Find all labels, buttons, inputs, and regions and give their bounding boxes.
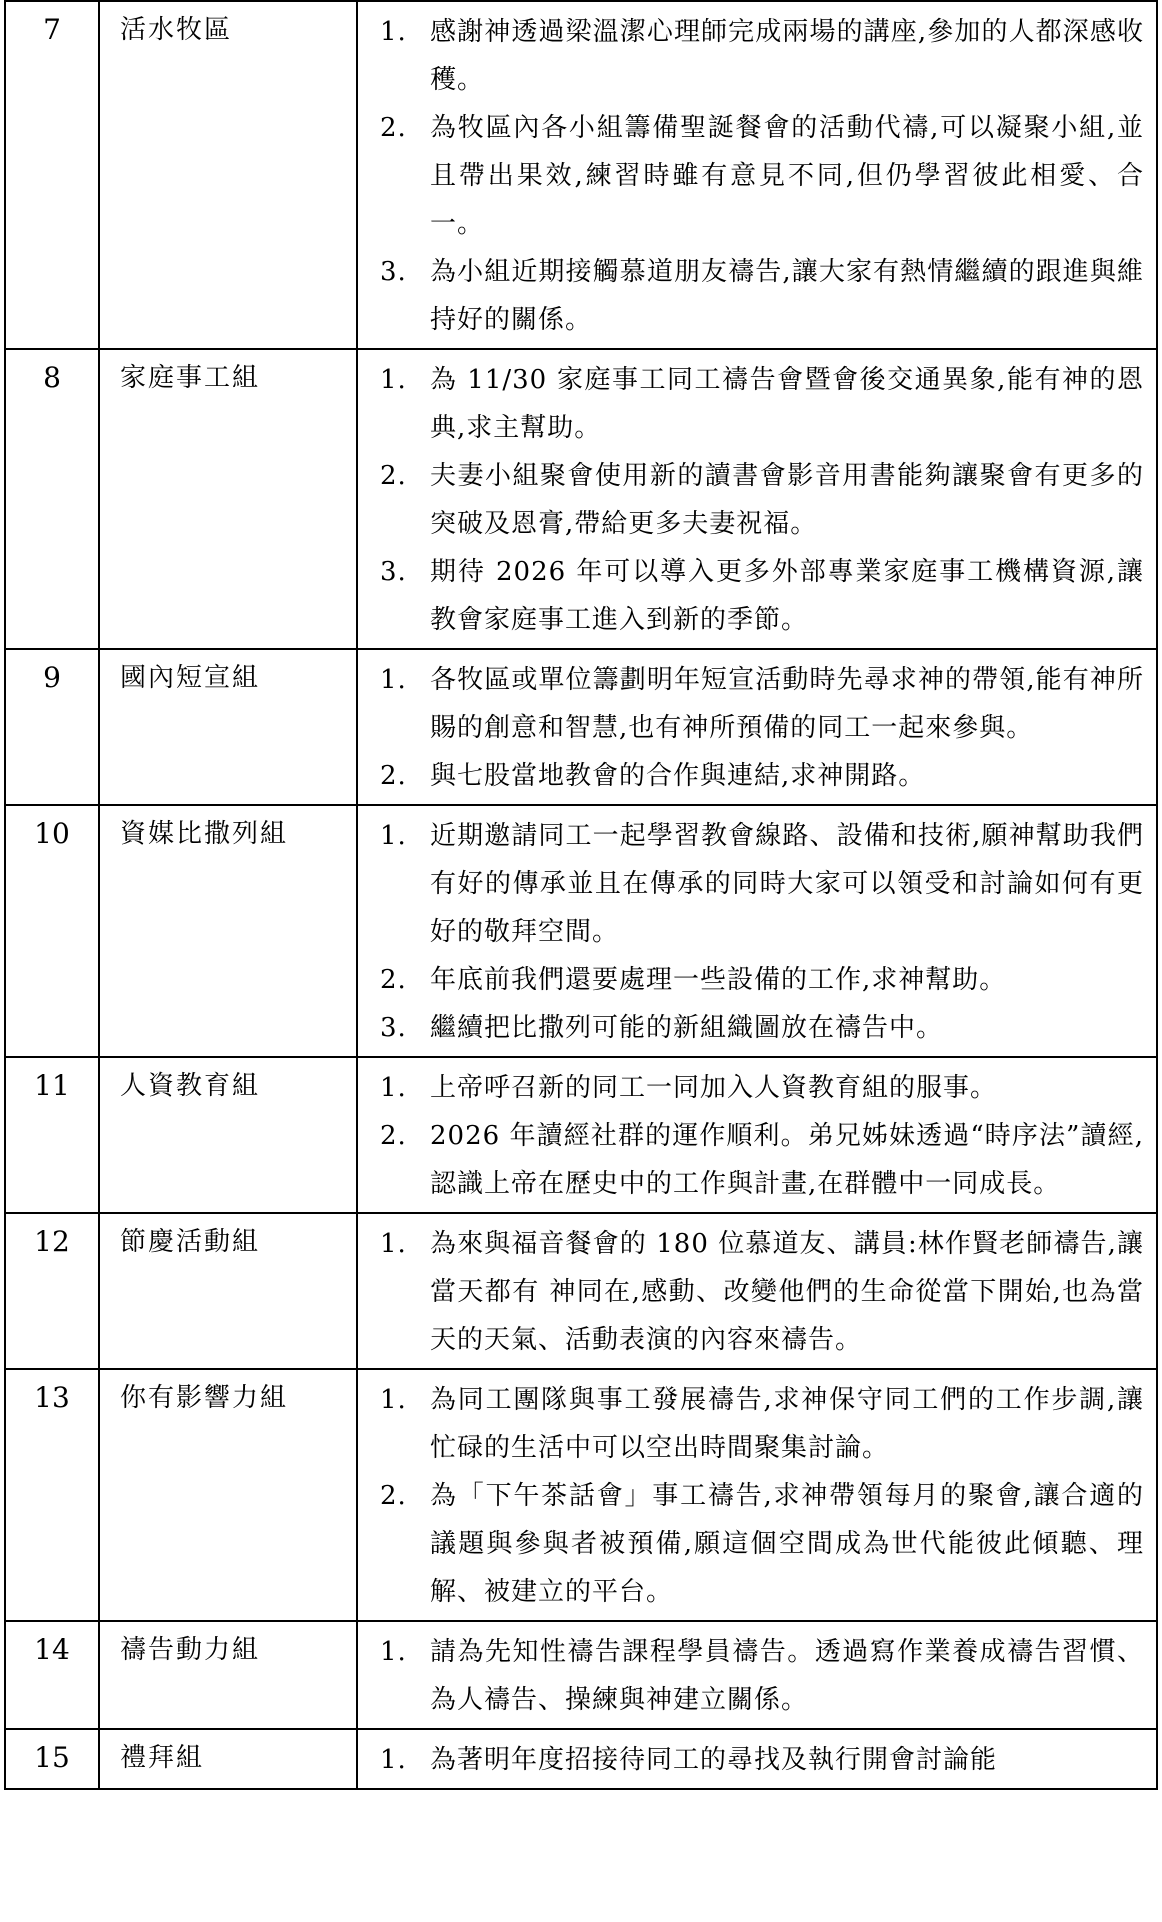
prayer-item-list bbox=[380, 8, 1144, 344]
prayer-item-text: 近期邀請同工一起學習教會線路、設備和技術,願神幫助我們有好的傳承並且在傳承的同時大家可以領受和討論如何有更好的敬拜空間。 bbox=[430, 821, 1144, 947]
item-marker: 2. bbox=[380, 113, 407, 143]
prayer-table bbox=[4, 0, 1158, 1790]
table-row bbox=[5, 805, 1157, 1057]
table-row bbox=[5, 349, 1157, 649]
prayer-items-cell bbox=[357, 649, 1157, 805]
row-number: 12 bbox=[5, 1213, 99, 1369]
unit-name: 資媒比撒列組 bbox=[99, 805, 357, 1057]
table-row bbox=[5, 1, 1157, 349]
row-number: 8 bbox=[5, 349, 99, 649]
prayer-item bbox=[380, 1376, 1144, 1472]
prayer-items-cell bbox=[357, 1369, 1157, 1621]
table-row bbox=[5, 1057, 1157, 1213]
item-marker: 1. bbox=[380, 1385, 407, 1415]
item-marker: 2. bbox=[380, 461, 407, 491]
item-marker: 3. bbox=[380, 257, 407, 287]
prayer-item-text: 期待 2026 年可以導入更多外部專業家庭事工機構資源,讓教會家庭事工進入到新的季節。 bbox=[430, 557, 1144, 635]
prayer-item-list bbox=[380, 656, 1144, 800]
prayer-item bbox=[380, 248, 1144, 344]
row-number: 15 bbox=[5, 1729, 99, 1789]
prayer-item-text: 請為先知性禱告課程學員禱告。透過寫作業養成禱告習慣、為人禱告、操練與神建立關係。 bbox=[430, 1637, 1144, 1715]
prayer-items-cell bbox=[357, 1213, 1157, 1369]
row-number: 13 bbox=[5, 1369, 99, 1621]
prayer-item bbox=[380, 356, 1144, 452]
prayer-item-text: 為小組近期接觸慕道朋友禱告,讓大家有熱情繼續的跟進與維持好的關係。 bbox=[430, 257, 1144, 335]
prayer-item bbox=[380, 956, 1144, 1004]
prayer-item bbox=[380, 1064, 1144, 1112]
prayer-item-list bbox=[380, 1736, 1144, 1784]
unit-name: 禱告動力組 bbox=[99, 1621, 357, 1729]
table-row bbox=[5, 1621, 1157, 1729]
prayer-item-list bbox=[380, 812, 1144, 1052]
table-row bbox=[5, 1729, 1157, 1789]
prayer-item-text: 為「下午茶話會」事工禱告,求神帶領每月的聚會,讓合適的議題與參與者被預備,願這個空間成為世代能彼此傾聽、理解、被建立的平台。 bbox=[430, 1481, 1144, 1607]
unit-name: 國內短宣組 bbox=[99, 649, 357, 805]
prayer-item-text: 上帝呼召新的同工一同加入人資教育組的服事。 bbox=[430, 1073, 998, 1103]
prayer-item bbox=[380, 1736, 1144, 1784]
unit-name: 禮拜組 bbox=[99, 1729, 357, 1789]
prayer-item bbox=[380, 752, 1144, 800]
prayer-item-text: 繼續把比撒列可能的新組織圖放在禱告中。 bbox=[430, 1013, 944, 1043]
prayer-items-cell bbox=[357, 349, 1157, 649]
item-marker: 3. bbox=[380, 1013, 407, 1043]
prayer-item-text: 感謝神透過梁溫潔心理師完成兩場的講座,參加的人都深感收穫。 bbox=[430, 17, 1144, 95]
prayer-item-text: 夫妻小組聚會使用新的讀書會影音用書能夠讓聚會有更多的突破及恩膏,帶給更多夫妻祝福。 bbox=[430, 461, 1144, 539]
unit-name: 你有影響力組 bbox=[99, 1369, 357, 1621]
prayer-items-cell bbox=[357, 1, 1157, 349]
prayer-items-cell bbox=[357, 1621, 1157, 1729]
item-marker: 1. bbox=[380, 821, 407, 851]
prayer-item bbox=[380, 1004, 1144, 1052]
prayer-items-cell bbox=[357, 805, 1157, 1057]
prayer-item bbox=[380, 8, 1144, 104]
prayer-item bbox=[380, 1220, 1144, 1364]
table-row bbox=[5, 1369, 1157, 1621]
prayer-item-text: 為來與福音餐會的 180 位慕道友、講員:林作賢老師禱告,讓當天都有 神同在,感動、改變他們的生命從當下開始,也為當天的天氣、活動表演的內容來禱告。 bbox=[430, 1229, 1144, 1355]
item-marker: 3. bbox=[380, 557, 407, 587]
prayer-item-list bbox=[380, 356, 1144, 644]
prayer-item bbox=[380, 548, 1144, 644]
prayer-item bbox=[380, 1472, 1144, 1616]
prayer-item-list bbox=[380, 1628, 1144, 1724]
item-marker: 2. bbox=[380, 761, 407, 791]
table-row bbox=[5, 1213, 1157, 1369]
prayer-item bbox=[380, 812, 1144, 956]
prayer-item bbox=[380, 452, 1144, 548]
prayer-item-text: 為著明年度招接待同工的尋找及執行開會討論能 bbox=[430, 1745, 998, 1775]
prayer-item-text: 與七股當地教會的合作與連結,求神開路。 bbox=[430, 761, 926, 791]
prayer-items-cell bbox=[357, 1057, 1157, 1213]
prayer-item-text: 年底前我們還要處理一些設備的工作,求神幫助。 bbox=[430, 965, 1007, 995]
item-marker: 1. bbox=[380, 1637, 407, 1667]
row-number: 14 bbox=[5, 1621, 99, 1729]
prayer-item bbox=[380, 656, 1144, 752]
prayer-item-text: 為牧區內各小組籌備聖誕餐會的活動代禱,可以凝聚小組,並且帶出果效,練習時雖有意見不同,但仍學習彼此相愛、合一。 bbox=[430, 113, 1144, 239]
prayer-item bbox=[380, 104, 1144, 248]
item-marker: 1. bbox=[380, 1229, 407, 1259]
unit-name: 活水牧區 bbox=[99, 1, 357, 349]
item-marker: 1. bbox=[380, 17, 407, 47]
row-number: 11 bbox=[5, 1057, 99, 1213]
item-marker: 1. bbox=[380, 665, 407, 695]
row-number: 10 bbox=[5, 805, 99, 1057]
prayer-item-text: 各牧區或單位籌劃明年短宣活動時先尋求神的帶領,能有神所賜的創意和智慧,也有神所預備的同工一起來參與。 bbox=[430, 665, 1144, 743]
item-marker: 1. bbox=[380, 1073, 407, 1103]
unit-name: 人資教育組 bbox=[99, 1057, 357, 1213]
prayer-item bbox=[380, 1628, 1144, 1724]
item-marker: 2. bbox=[380, 1121, 407, 1151]
prayer-item-text: 2026 年讀經社群的運作順利。弟兄姊妹透過“時序法”讀經,認識上帝在歷史中的工作與計畫,在群體中一同成長。 bbox=[430, 1121, 1144, 1199]
item-marker: 2. bbox=[380, 1481, 407, 1511]
prayer-item-text: 為 11/30 家庭事工同工禱告會暨會後交通異象,能有神的恩典,求主幫助。 bbox=[430, 365, 1144, 443]
item-marker: 2. bbox=[380, 965, 407, 995]
item-marker: 1. bbox=[380, 1745, 407, 1775]
prayer-items-cell bbox=[357, 1729, 1157, 1789]
unit-name: 家庭事工組 bbox=[99, 349, 357, 649]
prayer-item-list bbox=[380, 1376, 1144, 1616]
prayer-table-body bbox=[5, 1, 1157, 1789]
prayer-item-list bbox=[380, 1064, 1144, 1208]
prayer-item bbox=[380, 1112, 1144, 1208]
item-marker: 1. bbox=[380, 365, 407, 395]
unit-name: 節慶活動組 bbox=[99, 1213, 357, 1369]
table-row bbox=[5, 649, 1157, 805]
row-number: 7 bbox=[5, 1, 99, 349]
prayer-item-text: 為同工團隊與事工發展禱告,求神保守同工們的工作步調,讓忙碌的生活中可以空出時間聚集討論。 bbox=[430, 1385, 1144, 1463]
prayer-item-list bbox=[380, 1220, 1144, 1364]
row-number: 9 bbox=[5, 649, 99, 805]
